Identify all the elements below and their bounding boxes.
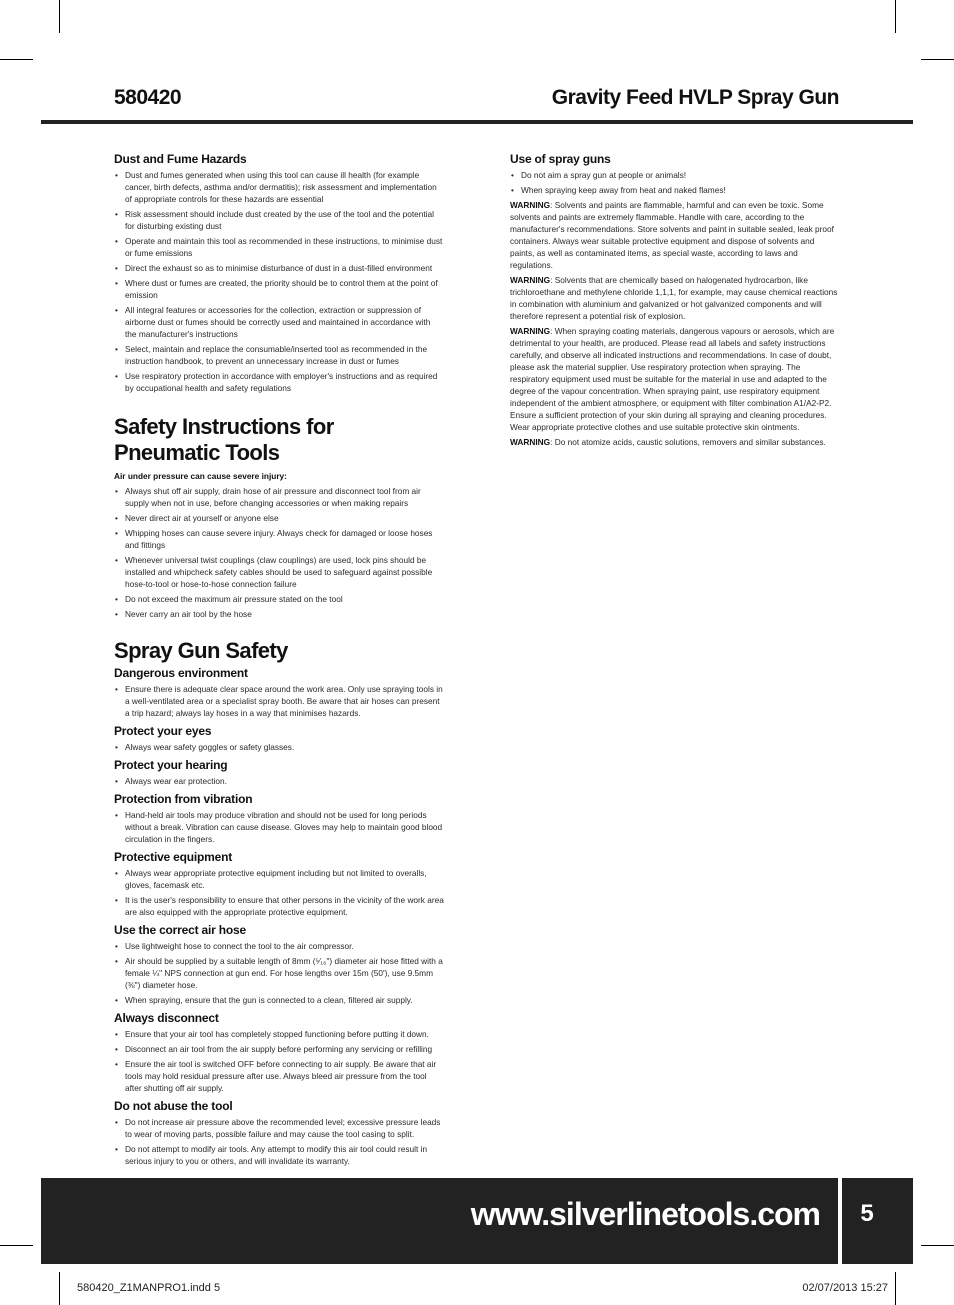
list-item: • Select, maintain and replace the consumable/inserted tool as recommended in the instruction handbook, to prevent an unnecessary increase in dust or fumes bbox=[114, 343, 444, 367]
spray-subheading: Dangerous environment bbox=[114, 666, 248, 680]
right-column bbox=[510, 152, 840, 448]
warning-paragraph bbox=[510, 325, 840, 433]
list-item: • Hand-held air tools may produce vibration and should not be used for long periods without a break. Vibration can cause disease. Gloves may help to maintain good blood circulation in the fingers. bbox=[114, 809, 444, 845]
website-url[interactable]: www.silverlinetools.com bbox=[470, 1196, 820, 1232]
list-item: • Whenever universal twist couplings (claw couplings) are used, lock pins should be installed and whipcheck safety cables should be used to safeguard against possible hose-to-tool or hose-to-hose connection failure bbox=[114, 554, 444, 590]
warning-text: : Solvents and paints are flammable, harmful and can even be toxic. Some solvents and paints are extremely flammable. Handle with care, according to the manufacturer's recommendations. Store solvents and paint in suitable sealed, leak proof containers. Always wear suitable protective equipment and dispose of solvents and paints, as well as contaminated items, as special waste, according to laws and regulations. bbox=[510, 200, 834, 270]
list-item: • Never direct air at yourself or anyone else bbox=[114, 512, 444, 524]
spray-subheading: Protect your eyes bbox=[114, 724, 212, 738]
list-item: • All integral features or accessories for the collection, extraction or suppression of airborne dust or fumes should be correctly used and maintained in accordance with the manufacturer's instructions bbox=[114, 304, 444, 340]
spray-list bbox=[114, 683, 444, 719]
slug-filename: 580420_Z1MANPRO1.indd 5 bbox=[77, 1282, 221, 1294]
crop-mark bbox=[0, 59, 33, 60]
page-number: 5 bbox=[860, 1200, 874, 1227]
warning-label: WARNING bbox=[510, 326, 551, 336]
list-item: • Ensure the air tool is switched OFF before connecting to air supply. Be aware that air tools may hold residual pressure after use. Always bleed air pressure from the tool after shutting off air supply. bbox=[114, 1058, 444, 1094]
warning-label: WARNING bbox=[510, 275, 551, 285]
left-column bbox=[114, 152, 444, 1167]
spray-safety-heading: Spray Gun Safety bbox=[114, 638, 288, 663]
list-item: • Do not increase air pressure above the recommended level; excessive pressure leads to wear of moving parts, possible failure and may cause the tool casing to split. bbox=[114, 1116, 444, 1140]
list-item: • Do not exceed the maximum air pressure stated on the tool bbox=[114, 593, 444, 605]
warning-paragraph bbox=[510, 199, 840, 271]
crop-mark bbox=[921, 1245, 954, 1246]
list-item: • Use lightweight hose to connect the tool to the air compressor. bbox=[114, 940, 444, 952]
warning-text: : Do not atomize acids, caustic solutions, removers and similar substances. bbox=[550, 437, 826, 447]
pneumatic-list bbox=[114, 485, 444, 620]
model-number: 580420 bbox=[114, 86, 182, 109]
slug-date: 02/07/2013 15:27 bbox=[802, 1282, 888, 1294]
spray-subheading: Protection from vibration bbox=[114, 792, 253, 806]
spray-subheading: Protective equipment bbox=[114, 850, 233, 864]
spray-sections bbox=[114, 666, 444, 1167]
spray-list bbox=[114, 741, 444, 753]
warning-label: WARNING bbox=[510, 437, 551, 447]
list-item: • When spraying, ensure that the gun is connected to a clean, filtered air supply. bbox=[114, 994, 444, 1006]
list-item: • It is the user's responsibility to ensure that other persons in the vicinity of the work area are also equipped with the appropriate protective equipment. bbox=[114, 894, 444, 918]
list-item: • Risk assessment should include dust created by the use of the tool and the potential for disturbing existing dust bbox=[114, 208, 444, 232]
list-item: • Always wear ear protection. bbox=[114, 775, 444, 787]
list-item: • Always shut off air supply, drain hose of air pressure and disconnect tool from air supply when not in use, before changing accessories or when making repairs bbox=[114, 485, 444, 509]
dust-list bbox=[114, 169, 444, 394]
list-item: • Use respiratory protection in accordance with employer's instructions and as required by occupational health and safety regulations bbox=[114, 370, 444, 394]
list-item: • When spraying keep away from heat and naked flames! bbox=[510, 184, 840, 196]
warning-paragraph bbox=[510, 436, 840, 448]
warning-text: : Solvents that are chemically based on halogenated hydrocarbon, like trichloroethane and methylene chloride 1,1,1, for example, may cause chemical reactions in combination with aluminium and galvanized or hot galvanized components and will therefore represent a potential risk of explosion. bbox=[510, 275, 838, 321]
warning-paragraph bbox=[510, 274, 840, 322]
spray-list bbox=[114, 1116, 444, 1167]
spray-subheading: Always disconnect bbox=[114, 1011, 219, 1025]
spray-gun-list bbox=[510, 169, 840, 196]
dust-heading: Dust and Fume Hazards bbox=[114, 152, 247, 166]
spray-subheading: Do not abuse the tool bbox=[114, 1099, 233, 1113]
product-title: Gravity Feed HVLP Spray Gun bbox=[551, 86, 839, 109]
spray-list bbox=[114, 809, 444, 845]
crop-mark bbox=[921, 59, 954, 60]
footer-bar bbox=[41, 1178, 838, 1264]
list-item: • Operate and maintain this tool as recommended in these instructions, to minimise dust or fume emissions bbox=[114, 235, 444, 259]
list-item: • Where dust or fumes are created, the priority should be to control them at the point of emission bbox=[114, 277, 444, 301]
crop-mark bbox=[59, 1272, 60, 1305]
spray-subheading: Protect your hearing bbox=[114, 758, 228, 772]
list-item: • Always wear safety goggles or safety glasses. bbox=[114, 741, 444, 753]
list-item: • Air should be supplied by a suitable length of 8mm (⁵⁄₁₆") diameter air hose fitted with a female ¼" NPS connection at gun end. For hose lengths over 15m (50'), use 9.5mm (⅜") diameter hose. bbox=[114, 955, 444, 991]
spray-list bbox=[114, 1028, 444, 1094]
spray-list bbox=[114, 940, 444, 1006]
pneumatic-heading: Safety Instructions for Pneumatic Tools bbox=[114, 414, 334, 465]
list-item: • Always wear appropriate protective equipment including but not limited to overalls, gloves, facemask etc. bbox=[114, 867, 444, 891]
list-item: • Disconnect an air tool from the air supply before performing any servicing or refilling bbox=[114, 1043, 444, 1055]
use-of-spray-guns-heading: Use of spray guns bbox=[510, 152, 611, 166]
crop-mark bbox=[895, 0, 896, 33]
list-item: • Never carry an air tool by the hose bbox=[114, 608, 444, 620]
spray-list bbox=[114, 775, 444, 787]
list-item: • Ensure that your air tool has completely stopped functioning before putting it down. bbox=[114, 1028, 444, 1040]
crop-mark bbox=[59, 0, 60, 33]
pneumatic-subtitle: Air under pressure can cause severe injury: bbox=[114, 471, 287, 481]
list-item: • Do not aim a spray gun at people or animals! bbox=[510, 169, 840, 181]
spray-subheading: Use the correct air hose bbox=[114, 923, 246, 937]
list-item: • Dust and fumes generated when using this tool can cause ill health (for example cancer, birth defects, asthma and/or dermatitis); risk assessment and implementation of appropriate controls for these hazards are essential bbox=[114, 169, 444, 205]
list-item: • Direct the exhaust so as to minimise disturbance of dust in a dust-filled environment bbox=[114, 262, 444, 274]
list-item: • Whipping hoses can cause severe injury. Always check for damaged or loose hoses and fittings bbox=[114, 527, 444, 551]
warning-label: WARNING bbox=[510, 200, 551, 210]
list-item: • Ensure there is adequate clear space around the work area. Only use spraying tools in a well-ventilated area or a specialist spray booth. Be aware that air hoses can present a trip hazard; always lay hoses in a way that minimises hazards. bbox=[114, 683, 444, 719]
header-rule bbox=[41, 120, 913, 124]
page-number-box bbox=[842, 1178, 913, 1264]
crop-mark bbox=[895, 1272, 896, 1305]
spray-list bbox=[114, 867, 444, 918]
crop-mark bbox=[0, 1245, 33, 1246]
warning-text: : When spraying coating materials, dangerous vapours or aerosols, which are detrimental to your health, are produced. Please read all labels and safety instructions carefully, and observe all indicated instructions and recommendations. In case of doubt, please ask the material supplier. Use respiratory protection when spraying. The respiratory equipment used must be suitable for the material in use and adapted to the degree of the vapour concentration. When spraying paint, use respiratory equipment independent of the ambient atmosphere, or equipment with filter combination A1/A2-P2. Ensure a sufficient protection of your skin during all spraying and cleaning procedures. Wear appropriate protective clothes and use suitable protective skin ointments. bbox=[510, 326, 835, 432]
list-item: • Do not attempt to modify air tools. Any attempt to modify this air tool could result in serious injury to you or others, and will invalidate its warranty. bbox=[114, 1143, 444, 1167]
